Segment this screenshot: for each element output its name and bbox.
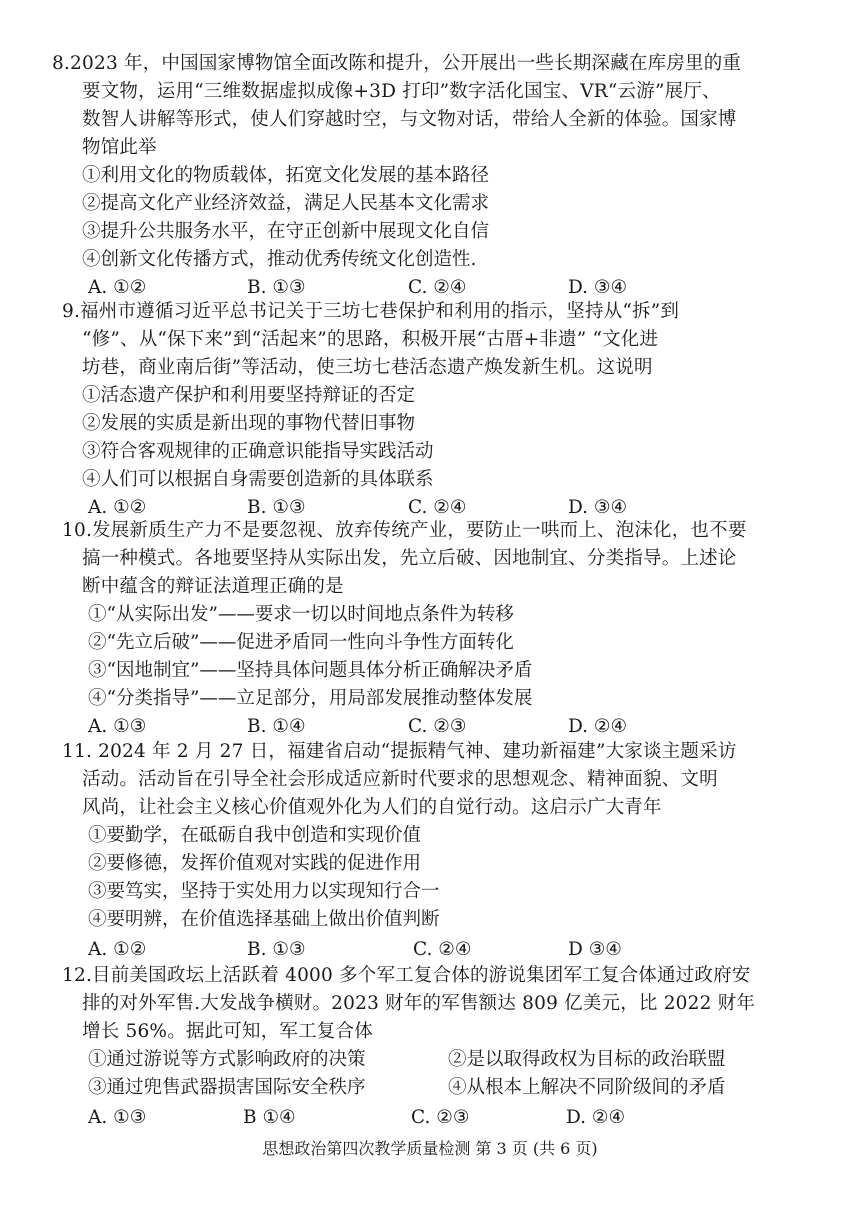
- statement-4: ④“分类指导”——立足部分，用局部发展推动整体发展: [88, 688, 533, 709]
- choice-d[interactable]: D. ③④: [568, 497, 628, 518]
- statement-3: ③符合客观规律的正确意识能指导实践活动: [82, 441, 434, 462]
- stem-line: 数智人讲解等形式，使人们穿越时空，与文物对话，带给人全新的体验。国家博: [82, 109, 737, 130]
- choice-b[interactable]: B. ①③: [247, 939, 306, 960]
- choice-c[interactable]: C. ②③: [408, 716, 467, 737]
- choice-a[interactable]: A. ①③: [88, 716, 147, 737]
- choice-c[interactable]: C. ②④: [408, 277, 467, 298]
- stem-line: 8.2023 年，中国国家博物馆全面改陈和提升，公开展出一些长期深藏在库房里的重: [52, 53, 742, 74]
- choice-c[interactable]: C. ②④: [408, 497, 467, 518]
- statement-2: ②是以取得政权为目标的政治联盟: [448, 1049, 726, 1070]
- statement-4: ④要明辨，在价值选择基础上做出价值判断: [88, 909, 440, 930]
- choice-d[interactable]: D. ②④: [568, 716, 628, 737]
- stem-line: 活动。活动旨在引导全社会形成适应新时代要求的思想观念、精神面貌、文明: [82, 769, 718, 790]
- choice-c[interactable]: C. ②③: [411, 1107, 470, 1128]
- statement-1: ①通过游说等方式影响政府的决策: [88, 1049, 366, 1070]
- choice-a[interactable]: A. ①②: [88, 497, 147, 518]
- statement-1: ①要勤学，在砥砺自我中创造和实现价值: [88, 825, 422, 846]
- stem-line: 9.福州市遵循习近平总书记关于三坊七巷保护和利用的指示，坚持从“拆”到: [62, 301, 680, 322]
- stem-line: 物馆此举: [82, 137, 157, 158]
- statement-4: ④创新文化传播方式，推动优秀传统文化创造性.: [82, 249, 477, 270]
- statement-3: ③“因地制宜”——坚持具体问题具体分析正确解决矛盾: [88, 660, 533, 681]
- statement-3: ③提升公共服务水平，在守正创新中展现文化自信: [82, 221, 490, 242]
- statement-1: ①活态遗产保护和利用要坚持辩证的否定: [82, 385, 416, 406]
- statement-3: ③要笃实，坚持于实处用力以实现知行合一: [88, 881, 440, 902]
- stem-line: 坊巷，商业南后街”等活动，使三坊七巷活态遗产焕发新生机。这说明: [82, 357, 653, 378]
- statement-4: ④人们可以根据自身需要创造新的具体联系: [82, 469, 434, 490]
- statement-2: ②提高文化产业经济效益，满足人民基本文化需求: [82, 193, 490, 214]
- stem-line: 10.发展新质生产力不是要忽视、放弃传统产业，要防止一哄而上、泡沫化，也不要: [62, 520, 747, 541]
- answer-choices: [0, 936, 860, 964]
- statement-2: ②“先立后破”——促进矛盾同一性向斗争性方面转化: [88, 632, 514, 653]
- choice-d[interactable]: D ③④: [568, 939, 622, 960]
- question-10: [0, 517, 860, 741]
- stem-line: 排的对外军售.大发战争横财。2023 财年的军售额达 809 亿美元，比 2022 财年: [82, 993, 756, 1014]
- answer-choices: [0, 1104, 860, 1132]
- choice-a[interactable]: A. ①③: [88, 1107, 147, 1128]
- question-11: [0, 738, 860, 964]
- statement-2: ②发展的实质是新出现的事物代替旧事物: [82, 413, 416, 434]
- statement-1: ①利用文化的物质载体，拓宽文化发展的基本路径: [82, 165, 490, 186]
- stem-line: 12.目前美国政坛上活跃着 4000 多个军工复合体的游说集团军工复合体通过政府安: [62, 965, 751, 986]
- answer-choices: [0, 713, 860, 741]
- stem-line: 断中蕴含的辩证法道理正确的是: [82, 576, 344, 597]
- choice-c[interactable]: C. ②④: [413, 939, 472, 960]
- stem-line: 风尚，让社会主义核心价值观外化为人们的自觉行动。这启示广大青年: [82, 797, 662, 818]
- choice-b[interactable]: B ①④: [243, 1107, 296, 1128]
- statement-row: [0, 1074, 860, 1102]
- stem-line: 增长 56%。据此可知，军工复合体: [82, 1021, 373, 1042]
- choice-b[interactable]: B. ①④: [247, 716, 306, 737]
- stem-line: 11. 2024 年 2 月 27 日，福建省启动“提振精气神、建功新福建”大家谈主题采访: [62, 741, 737, 762]
- question-stem: [0, 962, 860, 1046]
- choice-d[interactable]: D. ②④: [566, 1107, 626, 1128]
- choice-a[interactable]: A. ①②: [88, 277, 147, 298]
- question-stem: [0, 738, 860, 822]
- stem-line: 搞一种模式。各地要坚持从实际出发，先立后破、因地制宜、分类指导。上述论: [82, 548, 737, 569]
- question-9: [0, 298, 860, 522]
- stem-line: 要文物，运用“三维数据虚拟成像+3D 打印”数字活化国宝、VR“云游”展厅、: [82, 81, 721, 102]
- statement-1: ①“从实际出发”——要求一切以时间地点条件为转移: [88, 604, 514, 625]
- statement-2: ②要修德，发挥价值观对实践的促进作用: [88, 853, 422, 874]
- question-8: [0, 50, 860, 302]
- page-footer: 思想政治第四次教学质量检测 第 3 页 (共 6 页): [262, 1139, 598, 1158]
- statement-row: [0, 1046, 860, 1074]
- stem-line: “修”、从“保下来”到“活起来”的思路，积极开展“古厝+非遗” “文化进: [82, 329, 659, 350]
- choice-d[interactable]: D. ③④: [568, 277, 628, 298]
- choice-b[interactable]: B. ①③: [247, 497, 306, 518]
- statement-3: ③通过兜售武器损害国际安全秩序: [88, 1077, 366, 1098]
- question-stem: [0, 50, 860, 162]
- question-stem: [0, 517, 860, 601]
- choice-a[interactable]: A. ①②: [88, 939, 147, 960]
- choice-b[interactable]: B. ①③: [247, 277, 306, 298]
- question-stem: [0, 298, 860, 382]
- statement-4: ④从根本上解决不同阶级间的矛盾: [448, 1077, 726, 1098]
- question-12: [0, 962, 860, 1132]
